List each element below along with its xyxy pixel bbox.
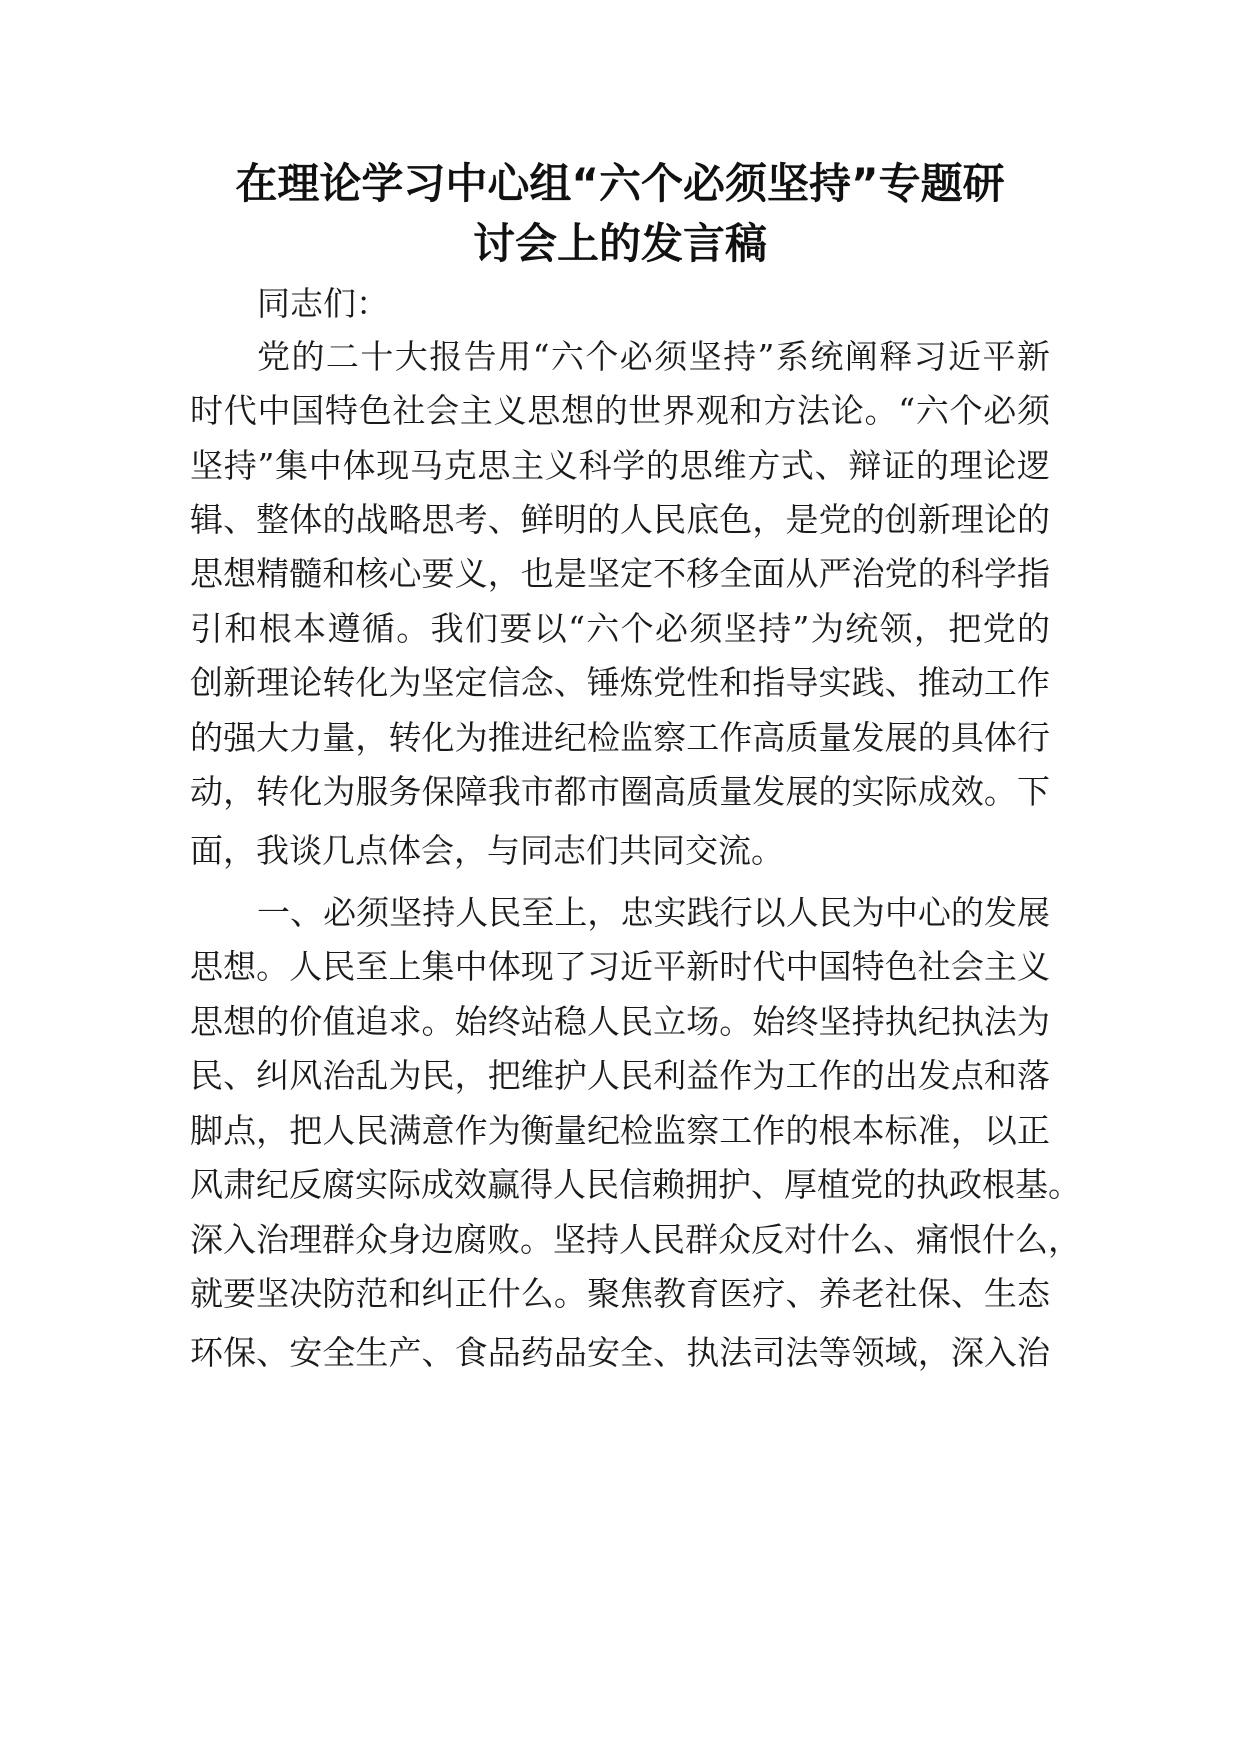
paragraph-2-line: 就要坚决防范和纠正什么。聚焦教育医疗、养老社保、生态	[190, 1274, 1050, 1313]
paragraph-2-line: 风肃纪反腐实际成效赢得人民信赖拥护、厚植党的执政根基。	[190, 1165, 1081, 1204]
paragraph-1-line: 动，转化为服务保障我市都市圈高质量发展的实际成效。下	[190, 772, 1050, 811]
paragraph-1-line: 辑、整体的战略思考、鲜明的人民底色，是党的创新理论的	[190, 500, 1050, 539]
paragraph-1-line: 时代中国特色社会主义思想的世界观和方法论。“六个必须	[190, 391, 1050, 430]
paragraph-2-line: 脚点，把人民满意作为衡量纪检监察工作的根本标准，以正	[190, 1111, 1050, 1150]
paragraph-2-line: 深入治理群众身边腐败。坚持人民群众反对什么、痛恨什么，	[190, 1220, 1081, 1259]
paragraph-1-line: 面，我谈几点体会，与同志们共同交流。	[190, 831, 784, 870]
salutation: 同志们：	[257, 284, 389, 323]
document-title-line-2: 讨会上的发言稿	[472, 219, 767, 268]
paragraph-2-line: 思想。人民至上集中体现了习近平新时代中国特色社会主义	[190, 947, 1050, 986]
paragraph-1-line: 党的二十大报告用“六个必须坚持”系统阐释习近平新	[257, 337, 1050, 376]
paragraph-1-line: 的强大力量，转化为推进纪检监察工作高质量发展的具体行	[190, 718, 1050, 757]
paragraph-1-line: 思想精髓和核心要义，也是坚定不移全面从严治党的科学指	[190, 554, 1050, 593]
paragraph-2-line: 思想的价值追求。始终站稳人民立场。始终坚持执纪执法为	[190, 1002, 1050, 1041]
paragraph-1-line: 坚持”集中体现马克思主义科学的思维方式、辩证的理论逻	[190, 446, 1050, 485]
paragraph-1-line: 创新理论转化为坚定信念、锤炼党性和指导实践、推动工作	[190, 663, 1050, 702]
paragraph-2-line: 民、纠风治乱为民，把维护人民利益作为工作的出发点和落	[190, 1056, 1050, 1095]
paragraph-1-line: 引和根本遵循。我们要以“六个必须坚持”为统领，把党的	[190, 609, 1050, 648]
paragraph-2-line: 环保、安全生产、食品药品安全、执法司法等领域，深入治	[190, 1333, 1050, 1372]
document-title-line-1: 在理论学习中心组“六个必须坚持”专题研	[235, 159, 1005, 208]
paragraph-2-line: 一、必须坚持人民至上，忠实践行以人民为中心的发展	[257, 893, 1050, 932]
